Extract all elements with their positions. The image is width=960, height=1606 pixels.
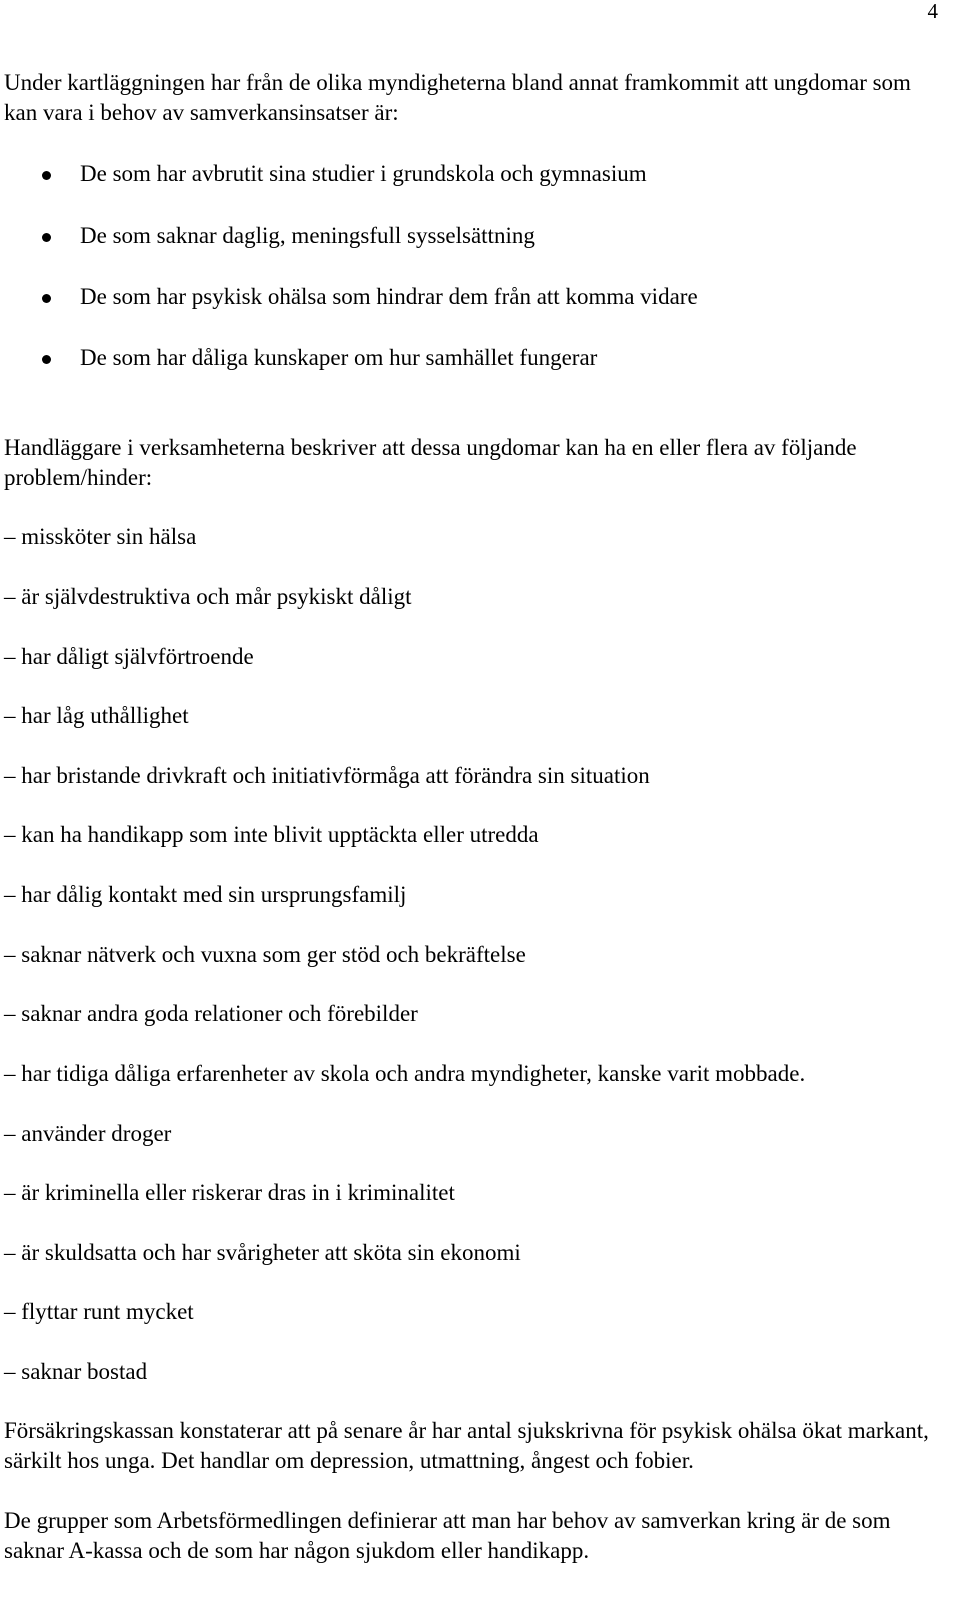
problem-item: – är skuldsatta och har svårigheter att sköta sin ekonomi xyxy=(4,1240,521,1265)
bullet-text: De som har avbrutit sina studier i grundskola och gymnasium xyxy=(80,161,647,186)
problem-item: – använder droger xyxy=(4,1121,172,1146)
problem-item: – har låg uthållighet xyxy=(4,703,189,728)
bullet-icon xyxy=(42,294,51,303)
arbetsformedlingen-paragraph: De grupper som Arbetsförmedlingen definierar att man har behov av samverkan kring är de som saknar A-kassa och de som har någon sjukdom eller handikapp. xyxy=(4,1508,891,1563)
problem-item: – flyttar runt mycket xyxy=(4,1299,194,1324)
intro-paragraph: Under kartläggningen har från de olika myndigheterna bland annat framkommit att ungdomar som kan vara i behov av samverkansinsatser är: xyxy=(4,70,911,125)
bullet-text: De som har dåliga kunskaper om hur samhället fungerar xyxy=(80,345,598,370)
bullet-text: De som har psykisk ohälsa som hindrar dem från att komma vidare xyxy=(80,284,698,309)
problem-item: – har bristande drivkraft och initiativförmåga att förändra sin situation xyxy=(4,763,650,788)
problem-item: – saknar bostad xyxy=(4,1359,148,1384)
problem-item: – har dåligt självförtroende xyxy=(4,644,254,669)
bullet-text: De som saknar daglig, meningsfull sysselsättning xyxy=(80,223,535,248)
forsakringskassan-paragraph: Försäkringskassan konstaterar att på senare år har antal sjukskrivna för psykisk ohälsa ökat markant, särkilt hos unga. Det handlar om depression, utmattning, ångest och fobier. xyxy=(4,1418,929,1473)
problem-item: – är självdestruktiva och mår psykiskt dåligt xyxy=(4,584,412,609)
problem-item: – saknar nätverk och vuxna som ger stöd och bekräftelse xyxy=(4,942,526,967)
bullet-icon xyxy=(42,233,51,242)
problem-item: – har dålig kontakt med sin ursprungsfamilj xyxy=(4,882,407,907)
page-number: 4 xyxy=(927,0,938,23)
problem-item: – saknar andra goda relationer och förebilder xyxy=(4,1001,418,1026)
handlaggare-paragraph: Handläggare i verksamheterna beskriver att dessa ungdomar kan ha en eller flera av följande problem/hinder: xyxy=(4,435,857,490)
bullet-icon xyxy=(42,355,51,364)
problem-item: – har tidiga dåliga erfarenheter av skola och andra myndigheter, kanske varit mobbade. xyxy=(4,1061,806,1086)
bullet-icon xyxy=(42,171,51,180)
problem-item: – missköter sin hälsa xyxy=(4,524,197,549)
problem-item: – kan ha handikapp som inte blivit upptäckta eller utredda xyxy=(4,822,539,847)
problem-item: – är kriminella eller riskerar dras in i kriminalitet xyxy=(4,1180,455,1205)
